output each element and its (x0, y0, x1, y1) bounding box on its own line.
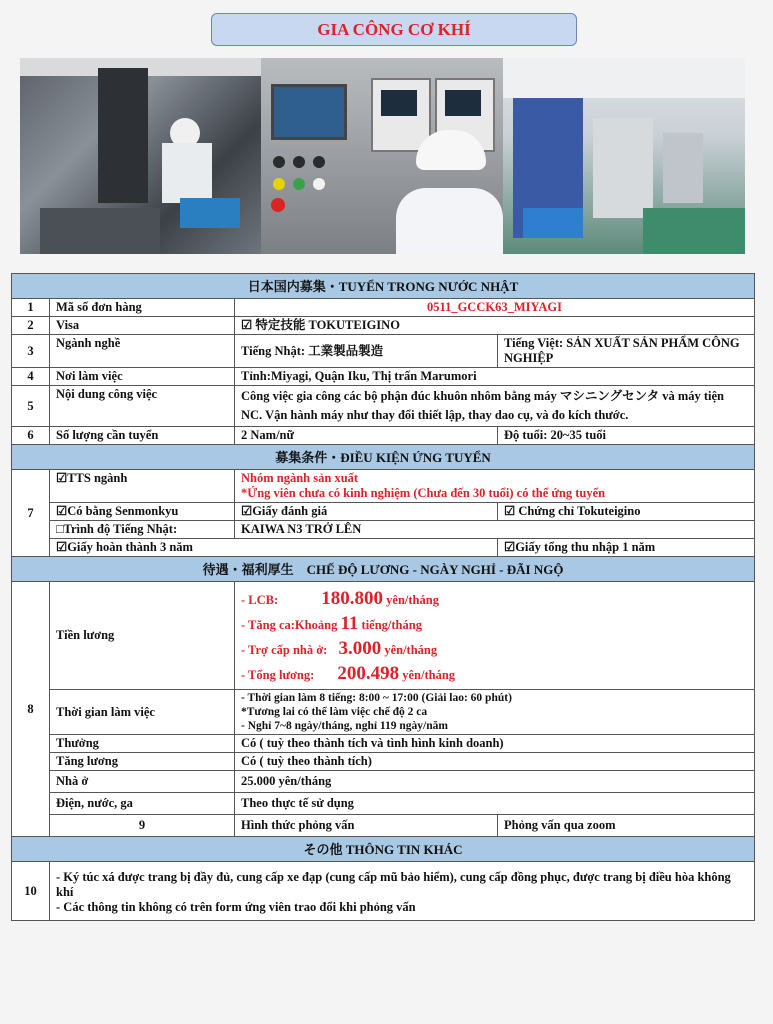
industry-vietnamese: Tiếng Việt: SẢN XUẤT SẢN PHẨM CÔNG NGHIỆP (498, 335, 755, 368)
job-info-table (11, 273, 755, 921)
section-header (12, 445, 755, 470)
condition-trainee-label: ☑TTS ngành (50, 470, 235, 503)
table-row (12, 470, 755, 503)
total-salary-label: - Tổng lương: (241, 668, 315, 682)
other-info (50, 862, 755, 921)
row-number: 6 (12, 427, 50, 445)
condition-completion-cert: ☑Giấy hoàn thành 3 năm (50, 539, 498, 557)
row-label: Nơi làm việc (50, 368, 235, 386)
total-salary-unit: yên/tháng (402, 668, 456, 682)
section-title-conditions: 募集条件・ĐIỀU KIỆN ỨNG TUYỂN (12, 445, 755, 470)
row-number: 8 (12, 582, 50, 837)
row-number: 2 (12, 317, 50, 335)
utilities-label: Điện, nước, ga (50, 793, 235, 815)
salary-base-amount: 180.800 (321, 588, 384, 609)
age-range: Độ tuổi: 20~35 tuổi (498, 427, 755, 445)
days-off: - Nghỉ 7~8 ngày/tháng, nghỉ 119 ngày/năm (241, 720, 448, 732)
row-number: 4 (12, 368, 50, 386)
salary-base (241, 587, 748, 612)
work-time-details (235, 690, 755, 735)
table-row (12, 771, 755, 793)
total-salary-amount: 200.498 (337, 663, 400, 684)
visa-value: ☑ 特定技能 TOKUTEIGINO (235, 317, 755, 335)
table-row (12, 521, 755, 539)
housing-label: Nhà ở (50, 771, 235, 793)
row-label: Nội dung công việc (50, 386, 235, 427)
bonus-label: Thưởng (50, 735, 235, 753)
salary-label: Tiền lương (50, 582, 235, 690)
condition-evaluation: ☑Giấy đánh giá (235, 503, 498, 521)
condition-trainee-line: Nhóm ngành sản xuất (241, 471, 359, 485)
interview-value: Phỏng vấn qua zoom (498, 815, 755, 837)
condition-senmonkyu-label: ☑Có bằng Senmonkyu (50, 503, 235, 521)
table-row (12, 386, 755, 427)
salary-base-unit: yên/tháng (386, 593, 439, 607)
row-label: Mã số đơn hàng (50, 299, 235, 317)
table-row (12, 427, 755, 445)
table-row (12, 862, 755, 921)
condition-trainee-value (235, 470, 755, 503)
salary-total (241, 662, 748, 687)
bonus-value: Có ( tuỳ theo thành tích và tình hình kinh doanh) (235, 735, 755, 753)
salary-details (235, 582, 755, 690)
overtime-hours: 11 (340, 613, 359, 634)
job-description: Công việc gia công các bộ phận đúc khuôn nhôm bằng máy マシニングセンタ và máy tiện NC. Vận hành máy như thay đổi thiết lập, thay dao cụ, và đo kích thước. (235, 386, 755, 427)
shift-note: *Tương lai có thể làm việc chế độ 2 ca (241, 706, 428, 718)
housing-cost: 25.000 yên/tháng (235, 771, 755, 793)
row-label: Visa (50, 317, 235, 335)
factory-photo-machining (20, 58, 261, 254)
row-number: 10 (12, 862, 50, 921)
work-time-label: Thời gian làm việc (50, 690, 235, 735)
table-row (12, 317, 755, 335)
work-hours: - Thời gian làm 8 tiếng: 8:00 ~ 17:00 (Giải lao: 60 phút) (241, 692, 512, 704)
table-row (12, 793, 755, 815)
row-number: 5 (12, 386, 50, 427)
workplace-value: Tỉnh:Miyagi, Quận Iku, Thị trấn Marumori (235, 368, 755, 386)
condition-tokuteigino-cert: ☑ Chứng chỉ Tokuteigino (498, 503, 755, 521)
overtime-unit: tiếng/tháng (361, 618, 422, 632)
table-row (12, 299, 755, 317)
factory-photo-production-line (503, 58, 745, 254)
row-label: Số lượng cần tuyển (50, 427, 235, 445)
factory-photo-strip (20, 58, 745, 254)
table-row (12, 753, 755, 771)
raise-label: Tăng lương (50, 753, 235, 771)
housing-allowance-amount: 3.000 (338, 638, 382, 659)
interview-label: Hình thức phỏng vấn (235, 815, 498, 837)
salary-housing-allowance (241, 637, 748, 662)
condition-trainee-note: *Ứng viên chưa có kinh nghiệm (Chưa đến 30 tuổi) có thể ứng tuyển (241, 486, 606, 500)
salary-base-label: - LCB: (241, 593, 279, 607)
row-number: 9 (50, 815, 235, 837)
other-info-dormitory: - Ký túc xá được trang bị đầy đủ, cung cấp xe đạp (cung cấp mũ bảo hiểm), cung cấp đồng phục, được trang bị điều hòa không khí (56, 870, 731, 899)
table-row (12, 335, 755, 368)
section-title-other: その他 THÔNG TIN KHÁC (12, 837, 755, 862)
row-number: 3 (12, 335, 50, 368)
row-number: 7 (12, 470, 50, 557)
condition-income-cert: ☑Giấy tổng thu nhập 1 năm (498, 539, 755, 557)
table-row (12, 735, 755, 753)
condition-japanese-level: KAIWA N3 TRỞ LÊN (235, 521, 755, 539)
utilities-value: Theo thực tế sử dụng (235, 793, 755, 815)
table-row (12, 582, 755, 690)
page-title: GIA CÔNG CƠ KHÍ (211, 13, 577, 46)
salary-overtime (241, 612, 748, 637)
housing-allowance-label: - Trợ cấp nhà ở: (241, 643, 328, 657)
table-row (12, 690, 755, 735)
row-number: 1 (12, 299, 50, 317)
order-code: 0511_GCCK63_MIYAGI (235, 299, 755, 317)
factory-photo-control-panel (261, 58, 503, 254)
overtime-label: - Tăng ca:Khoảng (241, 618, 338, 632)
table-row (12, 539, 755, 557)
section-header (12, 274, 755, 299)
other-info-interview-note: - Các thông tin không có trên form ứng viên trao đổi khi phỏng vấn (56, 900, 416, 914)
section-title-benefits: 待遇・福利厚生 CHẾ ĐỘ LƯƠNG - NGÀY NGHỈ - ĐÃI NGỘ (12, 557, 755, 582)
headcount-value: 2 Nam/nữ (235, 427, 498, 445)
row-label: Ngành nghề (50, 335, 235, 368)
section-title-recruitment: 日本国内募集・TUYỂN TRONG NƯỚC NHẬT (12, 274, 755, 299)
condition-japanese-label: □Trình độ Tiếng Nhật: (50, 521, 235, 539)
housing-allowance-unit: yên/tháng (384, 643, 438, 657)
table-row (12, 815, 755, 837)
industry-japanese: Tiếng Nhật: 工業製品製造 (235, 335, 498, 368)
table-row (12, 368, 755, 386)
section-header (12, 557, 755, 582)
table-row (12, 503, 755, 521)
section-header (12, 837, 755, 862)
raise-value: Có ( tuỳ theo thành tích) (235, 753, 755, 771)
